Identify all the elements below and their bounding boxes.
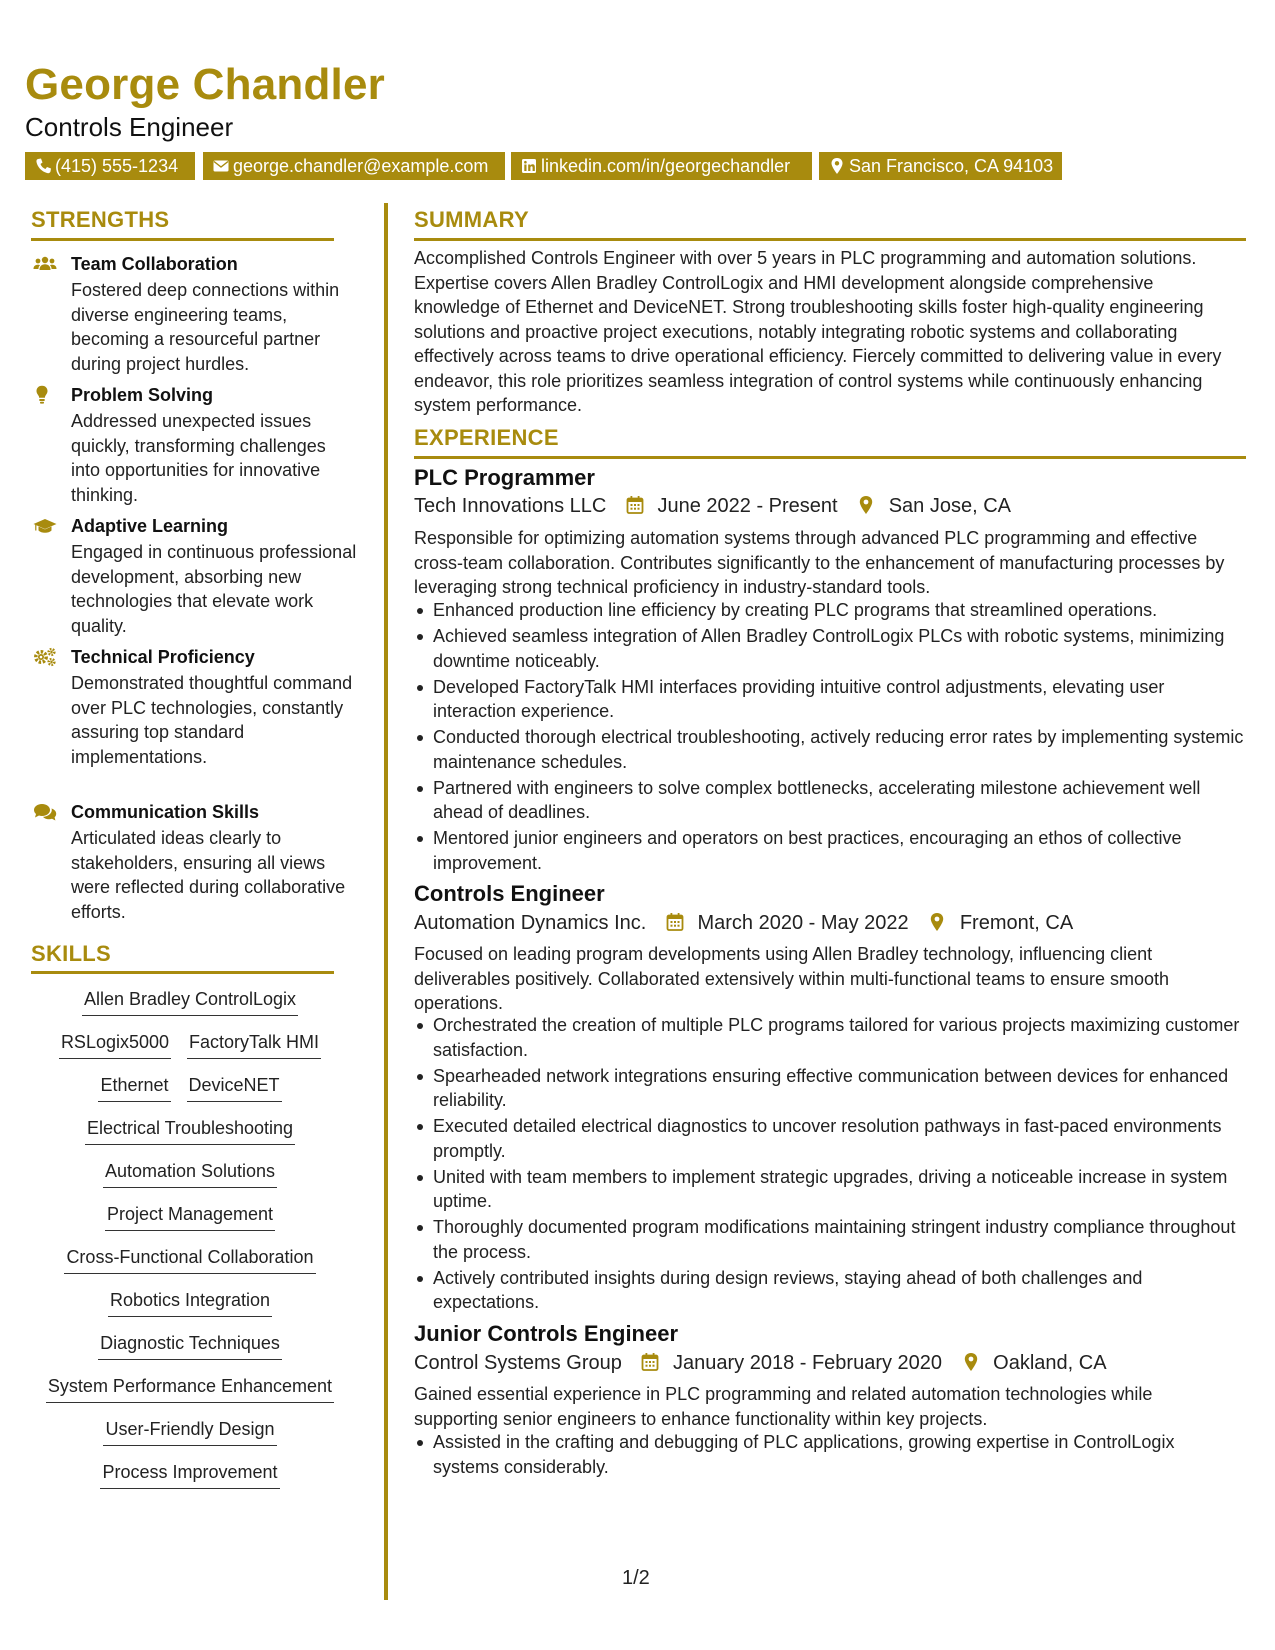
- job-title: PLC Programmer: [414, 465, 595, 490]
- strengths-rule: [31, 238, 334, 241]
- job-company: Control Systems Group: [414, 1352, 622, 1374]
- bullet-item: United with team members to implement strategic upgrades, driving a noticeable increase in system uptime.: [414, 1165, 1244, 1214]
- strength-title: Communication Skills: [71, 802, 260, 822]
- skill-row: [25, 1288, 355, 1318]
- skill-tag: FactoryTalk HMI: [187, 1030, 321, 1059]
- bullet-item: Developed FactoryTalk HMI interfaces providing intuitive control adjustments, elevating user interaction experience.: [414, 675, 1244, 724]
- graduation-cap-icon: [33, 516, 57, 536]
- job-summary: Responsible for optimizing automation systems through advanced PLC programming and effective cross-team collaboration. Contributes significantly to the enhancement of manufacturing processes by leveraging strong technical proficiency in industry-standard tools.: [414, 528, 1225, 597]
- users-icon: [33, 254, 57, 274]
- contact-linkedin[interactable]: [511, 152, 812, 180]
- map-pin-icon: [928, 912, 946, 932]
- skill-row: [25, 1073, 355, 1103]
- contact-phone-text: (415) 555-1234: [55, 156, 179, 176]
- experience-rule: [414, 456, 1246, 459]
- strength-title: Team Collaboration: [71, 254, 238, 274]
- skill-tag: System Performance Enhancement: [46, 1374, 334, 1403]
- strength-description: Fostered deep connections within diverse engineering teams, becoming a resourceful partner during project hurdles.: [71, 280, 340, 374]
- job-title: Junior Controls Engineer: [414, 1321, 679, 1346]
- bullet-item: Thoroughly documented program modifications maintaining stringent industry compliance throughout the process.: [414, 1215, 1244, 1264]
- bullet-item: Orchestrated the creation of multiple PLC programs tailored for various projects maximizing customer satisfaction.: [414, 1013, 1244, 1062]
- job-bullets: [414, 1013, 1244, 1316]
- phone-icon: [35, 157, 51, 175]
- skill-row: [25, 1202, 355, 1232]
- skill-tag: Allen Bradley ControlLogix: [82, 987, 298, 1016]
- skill-row: [25, 1374, 355, 1404]
- bullet-item: Spearheaded network integrations ensuring effective communication between devices for enhanced reliability.: [414, 1064, 1244, 1113]
- bullet-item: Actively contributed insights during design reviews, staying ahead of both challenges and expectations.: [414, 1266, 1244, 1315]
- bullet-item: Conducted thorough electrical troubleshooting, actively reducing error rates by implementing systemic maintenance schedules.: [414, 725, 1244, 774]
- strength-description: Engaged in continuous professional development, absorbing new technologies that elevate work quality.: [71, 542, 357, 636]
- contact-location-text: San Francisco, CA 94103: [849, 156, 1054, 176]
- skill-tag: Project Management: [105, 1202, 275, 1231]
- strengths-heading: STRENGTHS: [31, 207, 170, 232]
- skill-tag: Robotics Integration: [108, 1288, 272, 1317]
- skill-tag: DeviceNET: [187, 1073, 282, 1102]
- job-dates: June 2022 - Present: [657, 495, 838, 517]
- gears-icon: [33, 647, 57, 667]
- skill-tag: Process Improvement: [100, 1460, 279, 1489]
- contact-phone[interactable]: [25, 152, 195, 180]
- map-pin-icon: [829, 157, 845, 175]
- skill-row: [25, 1245, 355, 1275]
- skill-row: [25, 1159, 355, 1189]
- skill-row: [25, 987, 355, 1017]
- skill-tag: Ethernet: [98, 1073, 170, 1102]
- skill-tag: Diagnostic Techniques: [98, 1331, 282, 1360]
- bullet-item: Enhanced production line efficiency by creating PLC programs that streamlined operations.: [414, 598, 1244, 623]
- strength-title: Problem Solving: [71, 385, 214, 405]
- candidate-name: George Chandler: [25, 60, 385, 109]
- contact-linkedin-text: linkedin.com/in/georgechandler: [541, 156, 791, 176]
- strength-description: Demonstrated thoughtful command over PLC technologies, constantly assuring top standard implementations.: [71, 673, 353, 767]
- skill-tag: User-Friendly Design: [103, 1417, 276, 1446]
- skill-tag: Automation Solutions: [103, 1159, 277, 1188]
- job-meta: [414, 910, 1073, 936]
- job-title: Controls Engineer: [414, 881, 605, 906]
- job-bullets: [414, 1430, 1244, 1481]
- bullet-item: Achieved seamless integration of Allen Bradley ControlLogix PLCs with robotic systems, minimizing downtime noticeably.: [414, 624, 1244, 673]
- job-company: Tech Innovations LLC: [414, 495, 607, 517]
- lightbulb-icon: [33, 385, 57, 405]
- job-dates: January 2018 - February 2020: [672, 1352, 943, 1374]
- page-number: 1/2: [622, 1567, 650, 1589]
- skills-heading: SKILLS: [31, 941, 112, 966]
- bullet-item: Assisted in the crafting and debugging of PLC applications, growing expertise in ControlLogix systems considerably.: [414, 1430, 1244, 1479]
- skills-rule: [31, 971, 334, 974]
- summary-heading: SUMMARY: [414, 207, 529, 232]
- map-pin-icon: [962, 1352, 980, 1372]
- calendar-icon: [641, 1352, 659, 1372]
- strength-description: Addressed unexpected issues quickly, transforming challenges into opportunities for innovative thinking.: [71, 411, 326, 505]
- contact-email-text: george.chandler@example.com: [233, 156, 489, 176]
- job-meta: [414, 493, 1011, 519]
- strength-title: Technical Proficiency: [71, 647, 255, 667]
- bullet-item: Executed detailed electrical diagnostics to uncover resolution pathways in fast-paced environments promptly.: [414, 1114, 1244, 1163]
- skill-row: [25, 1116, 355, 1146]
- job-location: San Jose, CA: [888, 495, 1012, 517]
- envelope-icon: [213, 157, 229, 175]
- strength-title: Adaptive Learning: [71, 516, 229, 536]
- calendar-icon: [626, 495, 644, 515]
- contact-email[interactable]: [203, 152, 505, 180]
- skill-tag: Cross-Functional Collaboration: [64, 1245, 315, 1274]
- job-meta: [414, 1350, 1107, 1376]
- job-dates: March 2020 - May 2022: [697, 912, 909, 934]
- candidate-role: Controls Engineer: [25, 112, 234, 142]
- skill-row: [25, 1030, 355, 1060]
- summary-text: Accomplished Controls Engineer with over 5 years in PLC programming and automation solutions. Expertise covers Allen Bradley ControlLogix and HMI development alongside comprehensive knowledge of Ethernet and DeviceNET. Strong troubleshooting skills foster high-quality engineering solutions and proactive project executions, notably integrating robotic systems and collaborating effectively across teams to drive operational efficiency. Fiercely committed to delivering value in every endeavor, this role prioritizes seamless integration of control systems while continuously enhancing system performance.: [414, 248, 1222, 415]
- job-bullets: [414, 598, 1244, 877]
- job-location: Fremont, CA: [959, 912, 1074, 934]
- job-summary: Gained essential experience in PLC programming and related automation technologies while supporting senior engineers to enhance functionality within key projects.: [414, 1384, 1153, 1429]
- column-divider: [384, 203, 388, 1600]
- skill-row: [25, 1331, 355, 1361]
- calendar-icon: [666, 912, 684, 932]
- job-company: Automation Dynamics Inc.: [414, 912, 647, 934]
- skill-tag: RSLogix5000: [59, 1030, 171, 1059]
- contact-location: [819, 152, 1062, 180]
- bullet-item: Partnered with engineers to solve complex bottlenecks, accelerating milestone achievement well ahead of deadlines.: [414, 776, 1244, 825]
- job-summary: Focused on leading program developments using Allen Bradley technology, influencing client deliverables positively. Collaborated extensively within multi-functional teams to ensure smooth operations.: [414, 944, 1170, 1013]
- skill-row: [25, 1460, 355, 1490]
- summary-rule: [414, 238, 1246, 241]
- comments-icon: [33, 802, 57, 822]
- experience-heading: EXPERIENCE: [414, 425, 559, 450]
- linkedin-icon: [521, 157, 537, 175]
- skill-tag: Electrical Troubleshooting: [85, 1116, 295, 1145]
- bullet-item: Mentored junior engineers and operators on best practices, encouraging an ethos of collective improvement.: [414, 826, 1244, 875]
- job-location: Oakland, CA: [993, 1352, 1107, 1374]
- skill-row: [25, 1417, 355, 1447]
- strength-description: Articulated ideas clearly to stakeholders, ensuring all views were reflected during collaborative efforts.: [71, 828, 346, 922]
- map-pin-icon: [857, 495, 875, 515]
